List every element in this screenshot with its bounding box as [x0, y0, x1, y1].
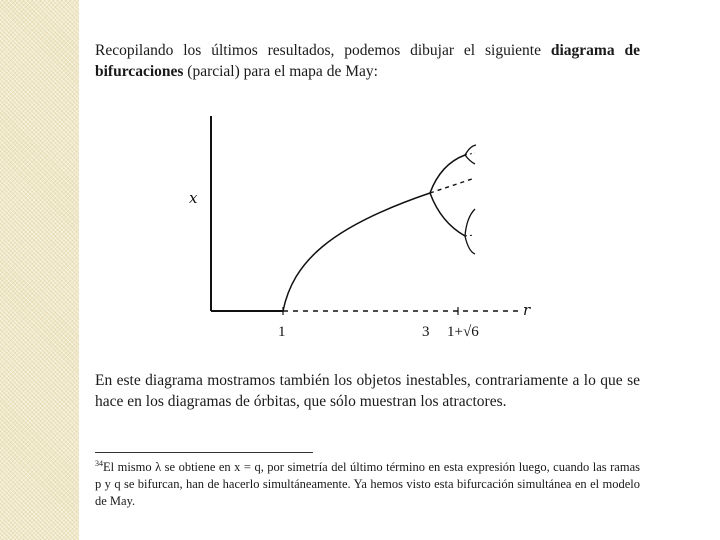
- stable-fixed-point-curve: [283, 193, 430, 311]
- intro-text-after: (parcial) para el mapa de May:: [183, 63, 378, 80]
- footnote: [95, 455, 640, 510]
- period-four-upper-b: [465, 155, 475, 164]
- period-four-lower-dashed: [465, 235, 474, 236]
- tick-label-1: 1: [278, 324, 286, 340]
- y-axis-label: x: [189, 189, 198, 207]
- footnote-rule: [95, 452, 313, 453]
- footnote-number: 34: [95, 459, 103, 468]
- tick-label-sqrt: 1+√6: [447, 324, 479, 340]
- intro-paragraph: [95, 40, 640, 82]
- intro-text-before: Recopilando los últimos resultados, podemos dibujar el siguiente: [95, 42, 551, 59]
- footnote-text: El mismo λ se obtiene en x = q, por simetría del último término en esta expresión luego, cuando las ramas p y q se bifurcan, han de hacerlo simultáneamente. Ya hemos visto esta bifurcación simultánea en el modelo de May.: [95, 460, 640, 509]
- decorative-side-strip: [0, 0, 79, 540]
- period-two-lower-branch: [430, 193, 465, 236]
- x-axis-label: r: [523, 301, 531, 319]
- bifurcation-diagram: [175, 112, 545, 347]
- intro-bold-term: diagrama de bifurcaciones: [95, 42, 640, 80]
- period-four-lower-b: [465, 236, 475, 254]
- tick-label-3: 3: [422, 324, 430, 340]
- period-four-lower-a: [465, 209, 475, 236]
- explanation-paragraph: En este diagrama mostramos también los objetos inestables, contrariamente a lo que se hace en los diagramas de órbitas, que sólo muestran los atractores.: [95, 372, 640, 410]
